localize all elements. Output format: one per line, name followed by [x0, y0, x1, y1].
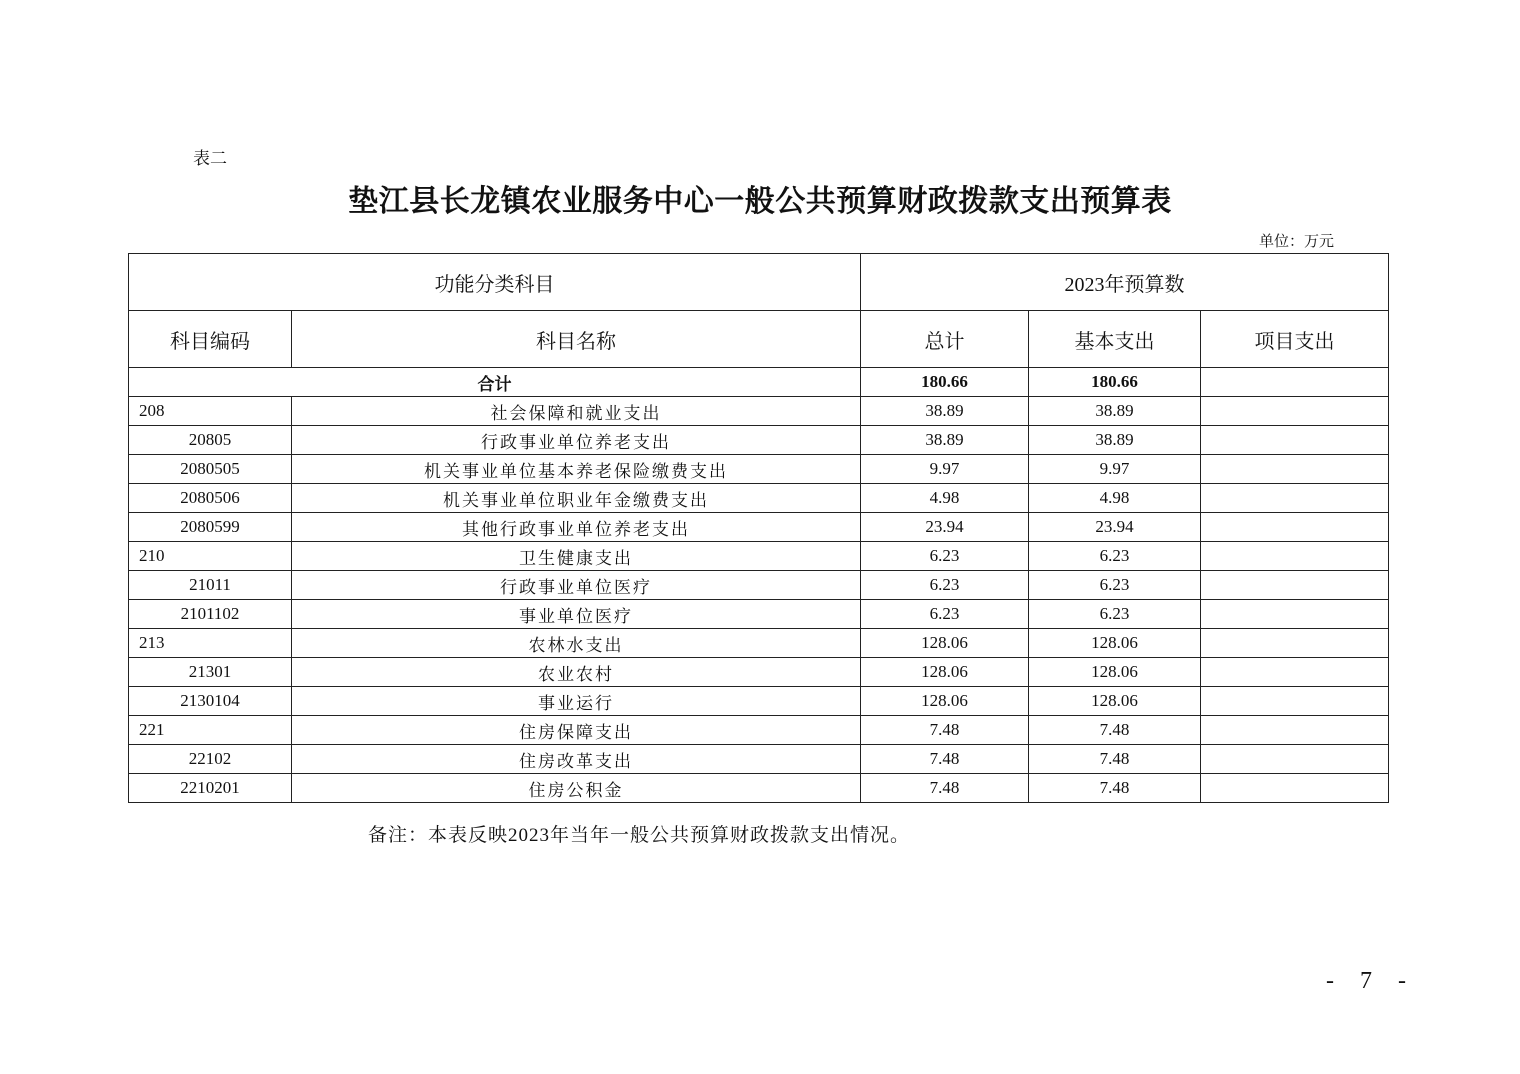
group-header-functional: 功能分类科目 — [129, 254, 861, 311]
unit-label: 单位：万元 — [1258, 234, 1334, 250]
group-header-budget-year: 2023年预算数 — [861, 254, 1389, 311]
column-header-project: 项目支出 — [1201, 311, 1389, 368]
row-project — [1201, 774, 1389, 803]
row-basic: 38.89 — [1029, 426, 1201, 455]
row-name: 农业农村 — [292, 658, 861, 687]
row-total: 4.98 — [861, 484, 1029, 513]
footnote: 备注：本表反映2023年当年一般公共预算财政拨款支出情况。 — [368, 825, 911, 846]
table-row — [129, 571, 1389, 600]
table-row — [129, 658, 1389, 687]
column-header-name: 科目名称 — [292, 311, 861, 368]
row-total: 7.48 — [861, 716, 1029, 745]
row-basic: 23.94 — [1029, 513, 1201, 542]
row-code: 210 — [129, 542, 292, 571]
page-title: 垫江县长龙镇农业服务中心一般公共预算财政拨款支出预算表 — [348, 185, 1172, 218]
table-row — [129, 716, 1389, 745]
row-project — [1201, 745, 1389, 774]
total-total: 180.66 — [861, 368, 1029, 397]
row-code: 21011 — [129, 571, 292, 600]
table-row — [129, 513, 1389, 542]
row-total: 128.06 — [861, 687, 1029, 716]
row-project — [1201, 687, 1389, 716]
total-row — [129, 368, 1389, 397]
row-name: 卫生健康支出 — [292, 542, 861, 571]
row-name: 机关事业单位职业年金缴费支出 — [292, 484, 861, 513]
row-code: 2080599 — [129, 513, 292, 542]
row-basic: 6.23 — [1029, 542, 1201, 571]
row-name: 事业运行 — [292, 687, 861, 716]
budget-table — [128, 253, 1389, 803]
table-row — [129, 542, 1389, 571]
row-basic: 4.98 — [1029, 484, 1201, 513]
row-total: 6.23 — [861, 571, 1029, 600]
row-code: 213 — [129, 629, 292, 658]
row-name: 住房改革支出 — [292, 745, 861, 774]
row-total: 6.23 — [861, 542, 1029, 571]
row-code: 2130104 — [129, 687, 292, 716]
row-project — [1201, 542, 1389, 571]
row-basic: 7.48 — [1029, 774, 1201, 803]
row-name: 机关事业单位基本养老保险缴费支出 — [292, 455, 861, 484]
row-project — [1201, 426, 1389, 455]
row-code: 2210201 — [129, 774, 292, 803]
row-basic: 9.97 — [1029, 455, 1201, 484]
column-header-basic: 基本支出 — [1029, 311, 1201, 368]
row-basic: 128.06 — [1029, 629, 1201, 658]
table-row — [129, 455, 1389, 484]
row-total: 7.48 — [861, 774, 1029, 803]
column-header-code: 科目编码 — [129, 311, 292, 368]
row-basic: 7.48 — [1029, 716, 1201, 745]
row-basic: 128.06 — [1029, 658, 1201, 687]
row-total: 128.06 — [861, 658, 1029, 687]
row-total: 38.89 — [861, 397, 1029, 426]
row-name: 行政事业单位医疗 — [292, 571, 861, 600]
row-name: 行政事业单位养老支出 — [292, 426, 861, 455]
row-project — [1201, 658, 1389, 687]
table-row — [129, 774, 1389, 803]
row-project — [1201, 484, 1389, 513]
row-project — [1201, 629, 1389, 658]
row-basic: 7.48 — [1029, 745, 1201, 774]
row-name: 事业单位医疗 — [292, 600, 861, 629]
table-row — [129, 629, 1389, 658]
row-basic: 38.89 — [1029, 397, 1201, 426]
row-project — [1201, 513, 1389, 542]
row-total: 7.48 — [861, 745, 1029, 774]
row-total: 38.89 — [861, 426, 1029, 455]
row-total: 23.94 — [861, 513, 1029, 542]
row-project — [1201, 455, 1389, 484]
row-basic: 6.23 — [1029, 600, 1201, 629]
total-label: 合计 — [129, 368, 861, 397]
table-row — [129, 397, 1389, 426]
row-code: 2080505 — [129, 455, 292, 484]
row-name: 住房公积金 — [292, 774, 861, 803]
row-total: 6.23 — [861, 600, 1029, 629]
page-number: - 7 - — [1326, 968, 1416, 994]
table-row — [129, 426, 1389, 455]
row-code: 2080506 — [129, 484, 292, 513]
row-code: 20805 — [129, 426, 292, 455]
table-row — [129, 745, 1389, 774]
row-basic: 6.23 — [1029, 571, 1201, 600]
row-code: 2101102 — [129, 600, 292, 629]
total-basic: 180.66 — [1029, 368, 1201, 397]
row-project — [1201, 600, 1389, 629]
row-code: 208 — [129, 397, 292, 426]
row-name: 住房保障支出 — [292, 716, 861, 745]
row-name: 其他行政事业单位养老支出 — [292, 513, 861, 542]
row-project — [1201, 397, 1389, 426]
row-code: 221 — [129, 716, 292, 745]
total-project — [1201, 368, 1389, 397]
table-row — [129, 687, 1389, 716]
row-name: 社会保障和就业支出 — [292, 397, 861, 426]
row-total: 9.97 — [861, 455, 1029, 484]
row-total: 128.06 — [861, 629, 1029, 658]
row-project — [1201, 716, 1389, 745]
row-name: 农林水支出 — [292, 629, 861, 658]
row-code: 22102 — [129, 745, 292, 774]
table-label: 表二 — [193, 149, 227, 168]
table-row — [129, 600, 1389, 629]
table-row — [129, 484, 1389, 513]
row-basic: 128.06 — [1029, 687, 1201, 716]
row-code: 21301 — [129, 658, 292, 687]
row-project — [1201, 571, 1389, 600]
column-header-total: 总计 — [861, 311, 1029, 368]
